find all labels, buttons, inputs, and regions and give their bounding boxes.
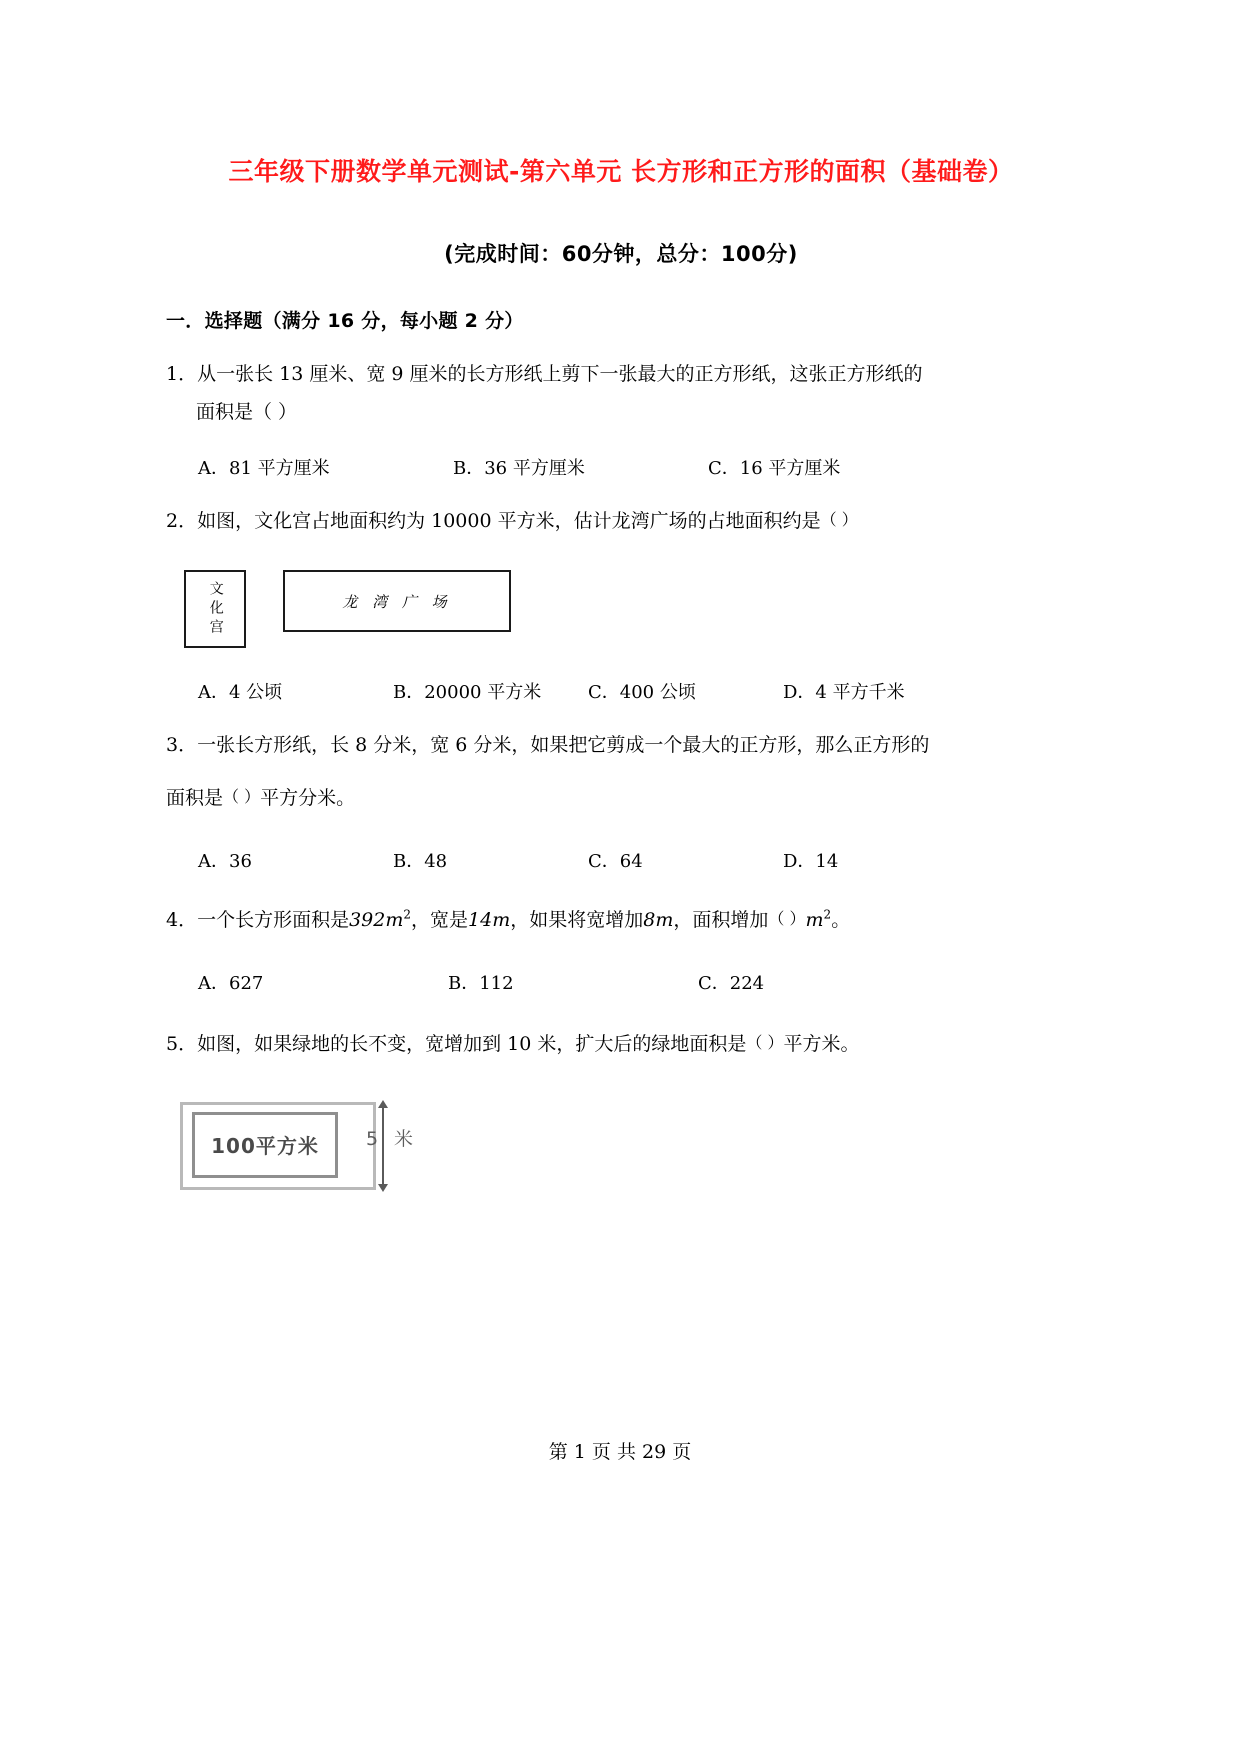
longwan-plaza-box [283, 570, 511, 632]
question-2-stem: 2．如图，文化宫占地面积约为 10000 平方米，估计龙湾广场的占地面积约是 [166, 509, 821, 532]
option-b[interactable]: B．20000 平方米 [393, 682, 542, 704]
culture-palace-box [184, 570, 246, 648]
option-b[interactable]: B．48 [393, 850, 448, 872]
question-4-value-2: 14 [468, 908, 493, 931]
question-4-sup-1: 2 [403, 907, 412, 922]
option-a[interactable]: A．627 [198, 973, 264, 995]
question-4-tail: 。 [831, 908, 851, 931]
option-c[interactable]: C．64 [588, 850, 643, 872]
question-3-suffix: 平方分米。 [260, 786, 356, 809]
document-subtitle: (完成时间：60分钟，总分：100分) [444, 242, 798, 266]
question-2-options [166, 678, 1076, 704]
green-area-label: 100平方米 [211, 1134, 319, 1159]
option-c[interactable]: C．224 [698, 973, 765, 995]
question-5-blank[interactable]: （ ） [746, 1033, 784, 1053]
question-4-text [166, 905, 1076, 935]
question-2-blank[interactable]: （ ） [820, 509, 858, 529]
question-4-tail-sup: 2 [823, 907, 832, 922]
question-5-suffix: 平方米。 [783, 1033, 860, 1056]
page-title: 三年级下册数学单元测试-第六单元 长方形和正方形的面积（基础卷） [228, 157, 1014, 186]
question-5-text [166, 1029, 1076, 1059]
option-c[interactable]: C．16 平方厘米 [708, 457, 841, 479]
question-4-tail-unit: m [805, 908, 824, 931]
page-footer [0, 1437, 1240, 1464]
culture-palace-label: 文化宫 [207, 580, 224, 638]
question-4-value-1: 392 [349, 908, 386, 931]
option-a[interactable]: A．4 公顷 [198, 682, 283, 704]
question-1-text-line2: 面积是（ ） [196, 401, 298, 424]
option-a[interactable]: A．36 [198, 850, 252, 872]
question-1-options [166, 454, 1076, 480]
question-4-prefix: 4．一个长方形面积是 [166, 908, 350, 931]
question-1-text: 1．从一张长 13 厘米、宽 9 厘米的长方形纸上剪下一张最大的正方形纸，这张正方形纸的 [166, 363, 923, 385]
question-3-text-line2 [166, 783, 1076, 813]
option-c[interactable]: C．400 公顷 [588, 682, 696, 704]
page-number-text: 第 1 页 共 29 页 [548, 1441, 692, 1463]
question-4-options [166, 969, 1076, 995]
question-3-prefix: 面积是 [166, 786, 224, 809]
question-5-stem: 5．如图，如果绿地的长不变，宽增加到 10 米，扩大后的绿地面积是 [166, 1033, 747, 1056]
dimension-unit: 米 [394, 1127, 414, 1150]
option-b[interactable]: B．36 平方厘米 [453, 457, 585, 479]
question-4-blank[interactable]: （ ） [768, 908, 806, 928]
page-content [166, 0, 1076, 1200]
question-3-options [166, 847, 1076, 873]
question-4-mid-1: ，宽是 [411, 908, 469, 931]
question-4-value-3: 8 [643, 908, 656, 931]
question-4-mid-3: ，面积增加 [673, 908, 769, 931]
question-2-text [166, 506, 1076, 536]
original-green-area-rect [192, 1112, 338, 1178]
option-b[interactable]: B．112 [448, 973, 514, 995]
arrow-down-tip-icon [378, 1184, 388, 1192]
option-a[interactable]: A．81 平方厘米 [198, 457, 330, 479]
question-4-unit-1: m [385, 908, 404, 931]
arrow-line [382, 1104, 384, 1188]
option-d[interactable]: D．4 平方千米 [783, 682, 905, 704]
question-4-unit-2: m [492, 908, 511, 931]
option-d[interactable]: D．14 [783, 850, 839, 872]
dimension-value: 5 [366, 1127, 379, 1150]
question-4-mid-2: ，如果将宽增加 [510, 908, 644, 931]
longwan-plaza-label: 龙 湾 广 场 [342, 592, 452, 611]
section-heading-choice: 一．选择题（满分 16 分，每小题 2 分） [166, 310, 524, 332]
question-4-unit-3: m [655, 908, 674, 931]
question-3-blank[interactable]: （ ） [223, 786, 261, 806]
question-2-figure [166, 570, 1076, 648]
question-5-figure [166, 1094, 1076, 1200]
question-3-text: 3．一张长方形纸，长 8 分米，宽 6 分米，如果把它剪成一个最大的正方形，那么正方形的 [166, 734, 930, 757]
